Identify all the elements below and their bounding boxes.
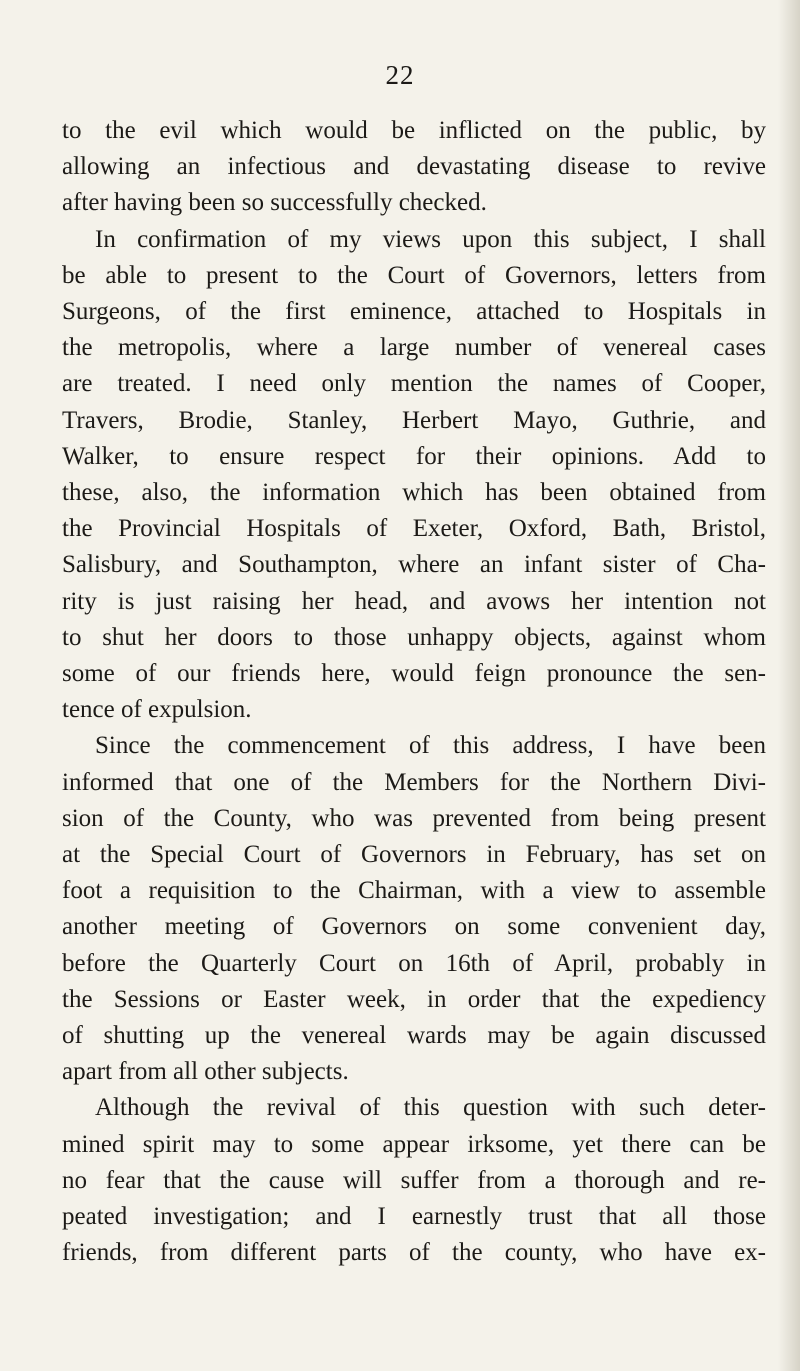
- text-line: the metropolis, where a large number of venereal cases: [62, 334, 766, 362]
- page-number: 22: [385, 60, 415, 90]
- text-line: apart from all other subjects.: [62, 1058, 349, 1086]
- text-line: Salisbury, and Southampton, where an infant sister of Cha-: [62, 551, 766, 579]
- text-line: Walker, to ensure respect for their opinions. Add to: [62, 442, 766, 470]
- text-line: to the evil which would be inflicted on the public, by: [62, 117, 766, 144]
- text-line: rity is just raising her head, and avows her intention not: [62, 587, 766, 615]
- body-text: [62, 113, 766, 1272]
- text-line: some of our friends here, would feign pronounce the sen-: [62, 660, 766, 688]
- text-line: peated investigation; and I earnestly trust that all those: [62, 1203, 766, 1231]
- text-line: another meeting of Governors on some convenient day,: [62, 913, 766, 941]
- text-line: be able to present to the Court of Governors, letters from: [62, 261, 766, 289]
- text-line: no fear that the cause will suffer from a thorough and re-: [62, 1166, 766, 1194]
- text-line: informed that one of the Members for the Northern Divi-: [62, 768, 766, 796]
- text-line: friends, from different parts of the county, who have ex-: [62, 1239, 766, 1267]
- text-line: mined spirit may to some appear irksome, yet there can be: [62, 1130, 766, 1158]
- text-line: sion of the County, who was prevented from being present: [62, 804, 766, 832]
- page-edge-shadow: [778, 0, 800, 1371]
- text-line: Since the commencement of this address, I have been: [95, 732, 766, 760]
- text-line: are treated. I need only mention the names of Cooper,: [62, 370, 766, 398]
- text-line: In confirmation of my views upon this subject, I shall: [95, 225, 766, 253]
- text-line: Surgeons, of the first eminence, attached to Hospitals in: [62, 298, 766, 326]
- text-line: before the Quarterly Court on 16th of April, probably in: [62, 949, 766, 977]
- text-line: allowing an infectious and devastating disease to revive: [62, 153, 766, 181]
- text-line: of shutting up the venereal wards may be again discussed: [62, 1022, 766, 1050]
- text-line: these, also, the information which has been obtained from: [62, 479, 766, 507]
- text-line: tence of expulsion.: [62, 696, 252, 724]
- text-line: Travers, Brodie, Stanley, Herbert Mayo, Guthrie, and: [62, 406, 766, 434]
- text-line: the Provincial Hospitals of Exeter, Oxford, Bath, Bristol,: [62, 515, 766, 543]
- text-line: the Sessions or Easter week, in order that the expediency: [62, 985, 766, 1013]
- text-line: to shut her doors to those unhappy objects, against whom: [62, 623, 766, 651]
- text-line: Although the revival of this question with such deter-: [95, 1094, 766, 1122]
- text-line: at the Special Court of Governors in February, has set on: [62, 841, 766, 869]
- text-line: after having been so successfully checked.: [62, 189, 487, 217]
- text-line: foot a requisition to the Chairman, with a view to assemble: [62, 877, 766, 905]
